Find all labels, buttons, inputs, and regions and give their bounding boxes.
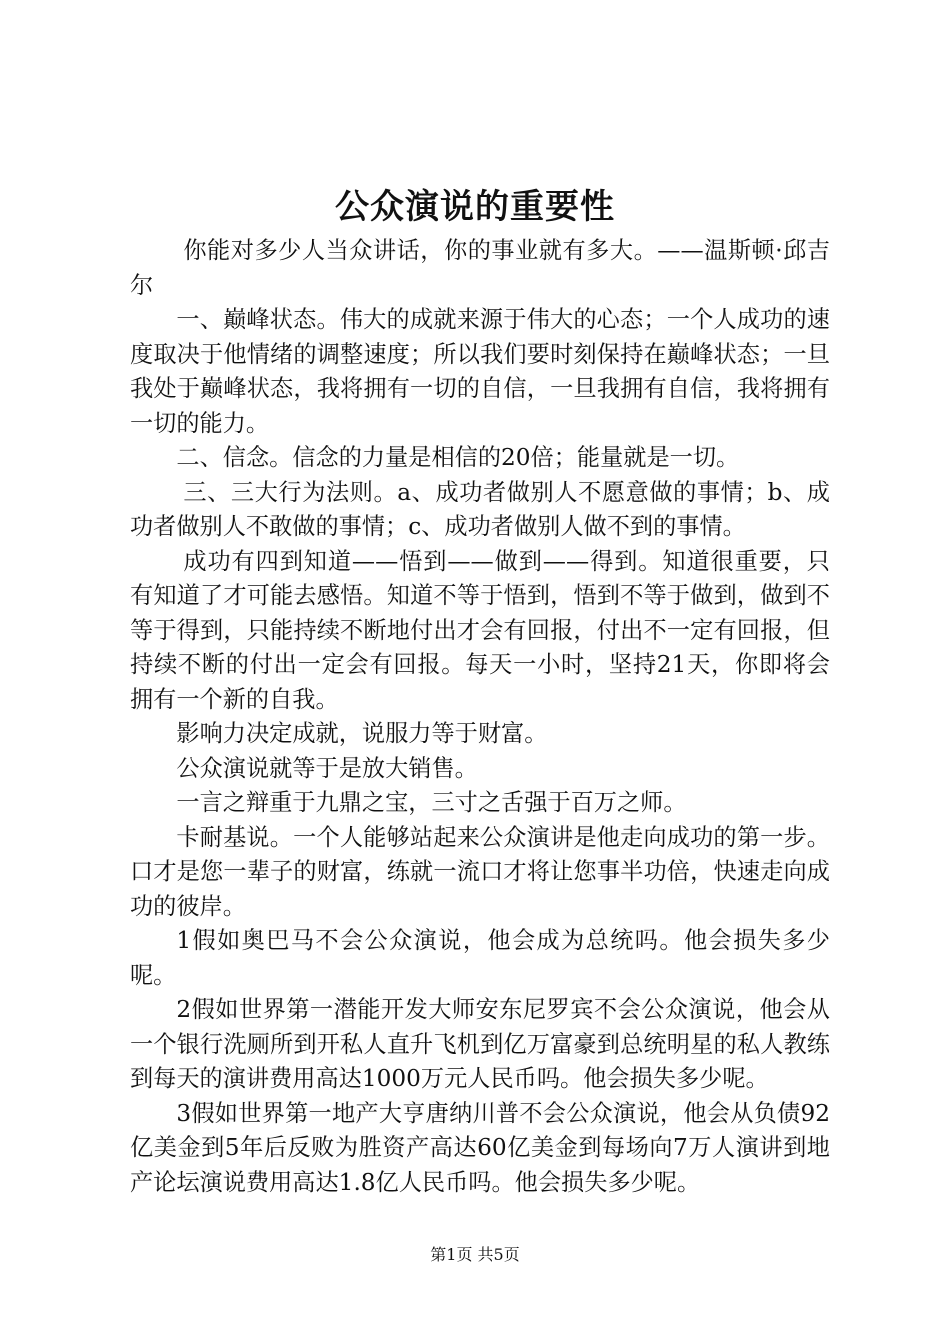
paragraph-four-steps: 成功有四到知道——悟到——做到——得到。知道很重要，只有知道了才可能去感悟。知道不等于悟到，悟到不等于做到，做到不等于得到，只能持续不断地付出才会有回报，付出不一定有回报，但持续不断的付出一定会有回报。每天一小时，坚持21天，你即将会拥有一个新的自我。 — [130, 547, 830, 713]
paragraph-proverb: 一言之辩重于九鼎之宝，三寸之舌强于百万之师。 — [176, 789, 687, 816]
paragraph-three-rules: 三、三大行为法则。a、成功者做别人不愿意做的事情；b、成功者做别人不敢做的事情；c、成功者做别人做不到的事情。 — [130, 478, 830, 540]
paragraph-example-1: 1假如奥巴马不会公众演说，他会成为总统吗。他会损失多少呢。 — [130, 927, 830, 989]
paragraph-public-speaking-sales: 公众演说就等于是放大销售。 — [176, 754, 478, 782]
page-title: 公众演说的重要性 — [335, 187, 615, 227]
document-body — [130, 234, 830, 1200]
paragraph-influence: 影响力决定成就，说服力等于财富。 — [176, 720, 548, 747]
paragraph-quote: 你能对多少人当众讲话，你的事业就有多大。——温斯顿·邱吉尔 — [130, 237, 830, 299]
page-footer: 第1页 共5页 — [430, 1245, 520, 1264]
paragraph-peak-state: 一、巅峰状态。伟大的成就来源于伟大的心态；一个人成功的速度取决于他情绪的调整速度；所以我们要时刻保持在巅峰状态；一旦我处于巅峰状态，我将拥有一切的自信，一旦我拥有自信，我将拥有一切的能力。 — [130, 306, 830, 437]
paragraph-example-2: 2假如世界第一潜能开发大师安东尼罗宾不会公众演说，他会从一个银行洗厕所到开私人直升飞机到亿万富豪到总统明星的私人教练到每天的演讲费用高达1000万元人民币吗。他会损失多少呢。 — [130, 996, 830, 1092]
paragraph-carnegie: 卡耐基说。一个人能够站起来公众演讲是他走向成功的第一步。口才是您一辈子的财富，练就一流口才将让您事半功倍，快速走向成功的彼岸。 — [130, 823, 830, 920]
paragraph-example-3: 3假如世界第一地产大亨唐纳川普不会公众演说，他会从负债92亿美金到5年后反败为胜资产高达60亿美金到每场向7万人演讲到地产论坛演说费用高达1.8亿人民币吗。他会损失多少呢。 — [130, 1099, 830, 1196]
paragraph-belief: 二、信念。信念的力量是相信的20倍；能量就是一切。 — [176, 444, 740, 471]
